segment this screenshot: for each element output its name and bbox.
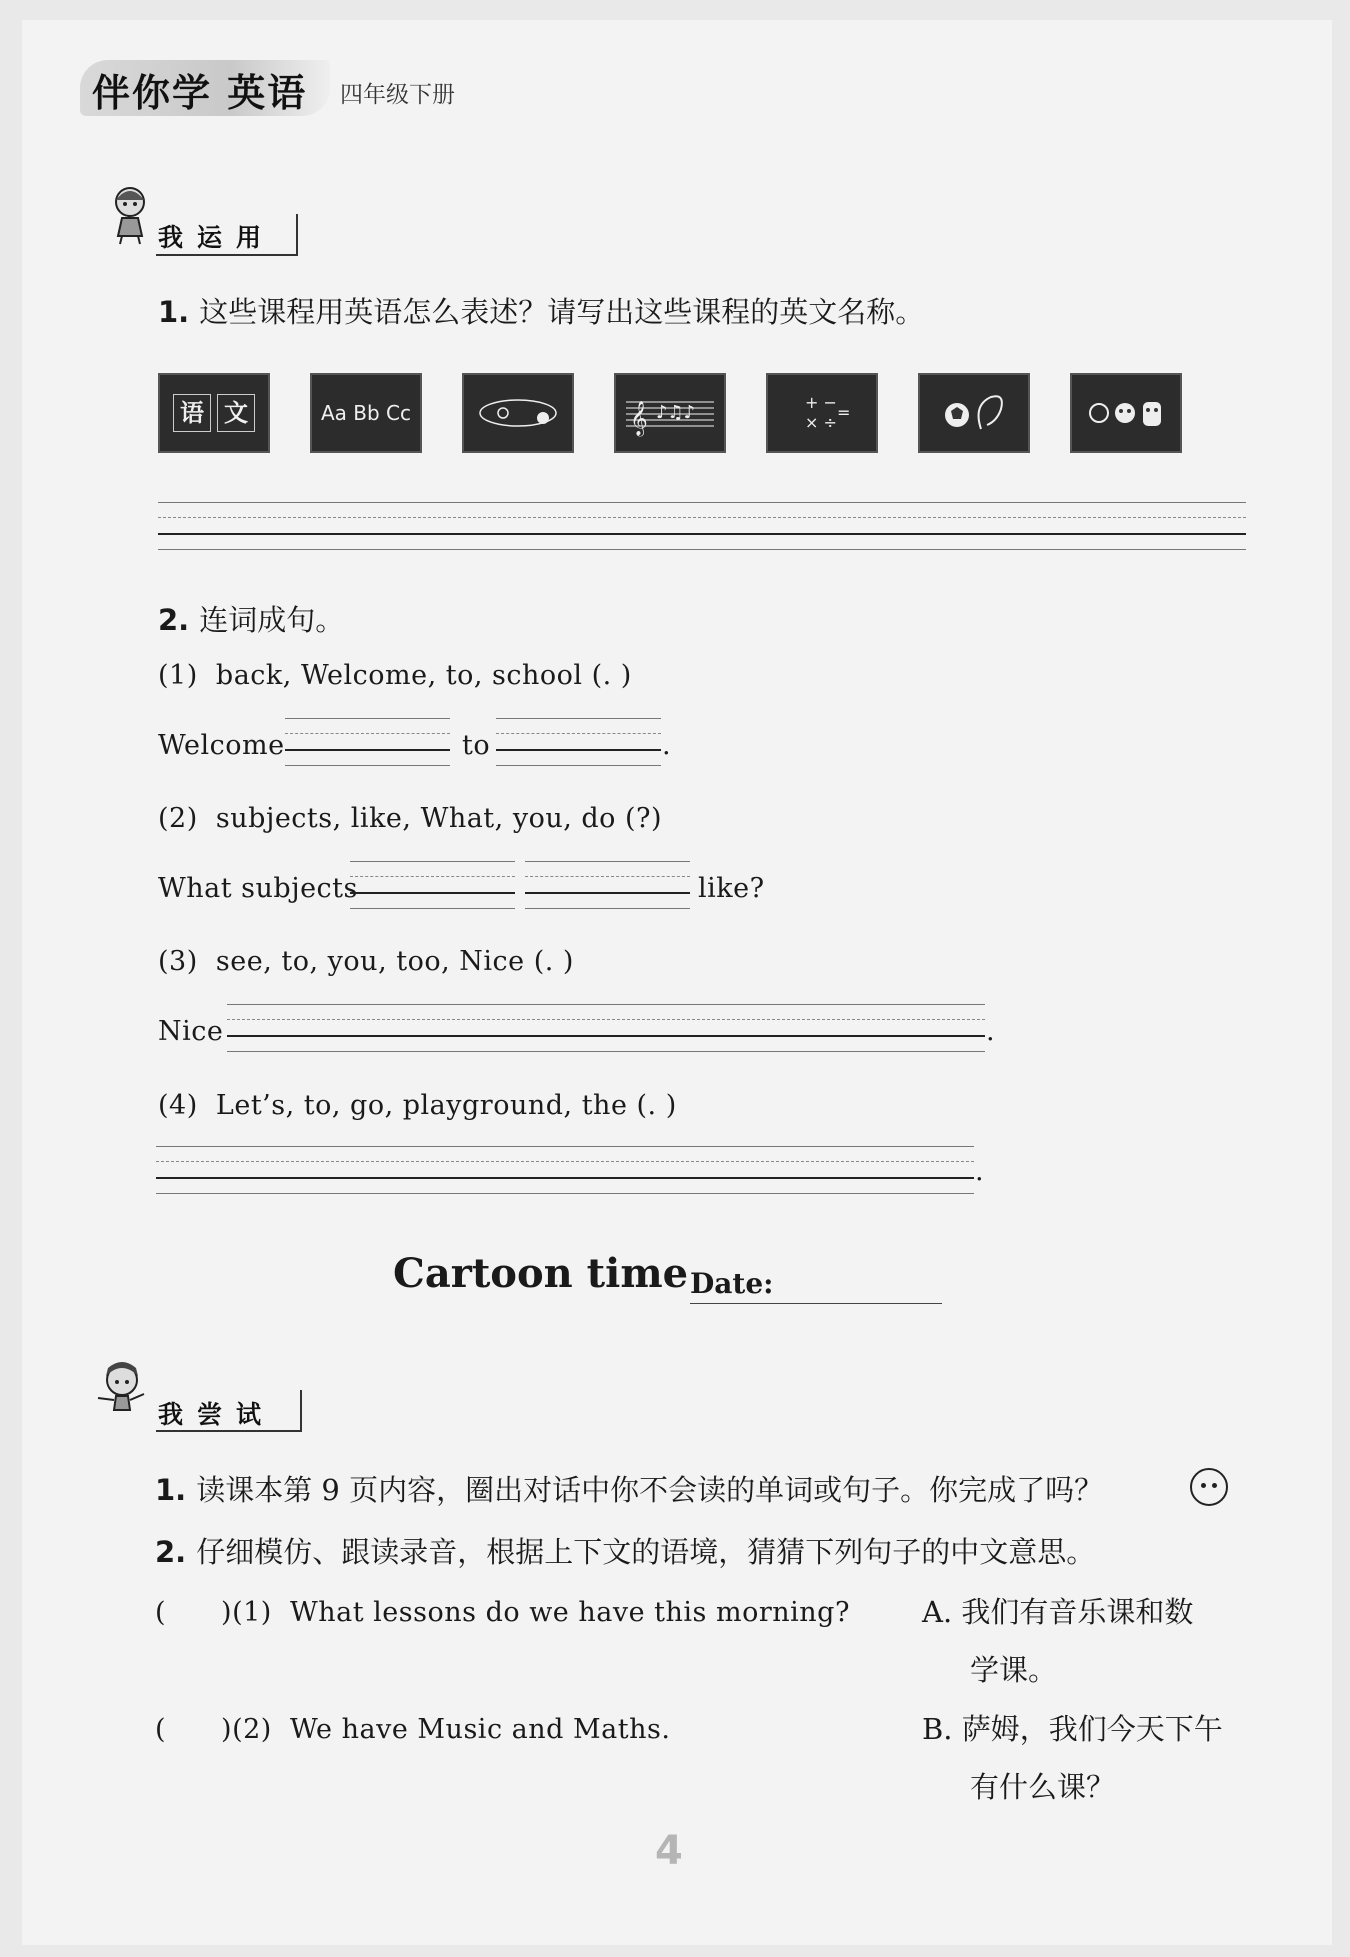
option-b-cont: 有什么课？	[970, 1770, 1116, 1804]
item-2-start: What subjects	[158, 873, 358, 904]
item-1-start: Welcome	[158, 730, 285, 761]
section-underline	[156, 1430, 300, 1432]
item-3-end: .	[986, 1016, 996, 1047]
alphabet-icon: Aa Bb Cc	[320, 401, 412, 425]
smiley-face-icon[interactable]	[1190, 1468, 1228, 1506]
item-2-end: like?	[698, 873, 765, 904]
drawing-faces-icon	[1081, 388, 1171, 438]
svg-text:=: =	[837, 403, 851, 422]
board-chinese: 语 文	[158, 373, 270, 453]
board-english	[310, 373, 422, 453]
option-a-cont: 学课。	[970, 1653, 1058, 1687]
option-a: A. 我们有音乐课和数	[922, 1595, 1194, 1629]
section-bar	[296, 214, 298, 256]
match-item-1: ( )(1) What lessons do we have this morning?	[155, 1597, 850, 1628]
girl-mascot-icon	[100, 182, 156, 246]
planet-orbit-icon	[473, 388, 563, 438]
match-item-2: ( )(2) We have Music and Maths.	[155, 1714, 671, 1745]
answer-paren[interactable]: ( )	[155, 1597, 233, 1628]
music-staff-icon	[622, 388, 718, 438]
page-number: 4	[655, 1828, 683, 1874]
item-3-start: Nice	[158, 1016, 224, 1047]
board-science	[462, 373, 574, 453]
svg-text:𝄞: 𝄞	[630, 401, 648, 436]
item-4-end: .	[975, 1156, 985, 1187]
item-1-end: .	[662, 730, 672, 761]
answer-paren[interactable]: ( )	[155, 1714, 233, 1745]
book-title: 伴你学 英语	[92, 71, 308, 115]
section-label-try: 我尝试	[158, 1400, 276, 1429]
board-maths	[766, 373, 878, 453]
try-question-1: 1. 读课本第 9 页内容，圈出对话中你不会读的单词或句子。你完成了吗？	[155, 1473, 1104, 1507]
svg-text:♪♫♪: ♪♫♪	[656, 402, 696, 423]
boy-mascot-icon	[92, 1358, 148, 1422]
board-music	[614, 373, 726, 453]
item-2-words: (2) subjects, like, What, you, do (?)	[158, 803, 663, 834]
item-3-words: (3) see, to, you, too, Nice (. )	[158, 946, 574, 977]
ball-jumprope-icon	[929, 385, 1019, 441]
item-1-words: (1) back, Welcome, to, school (. )	[158, 660, 632, 691]
cartoon-time-title: Cartoon time	[393, 1250, 689, 1297]
section-underline	[156, 254, 296, 256]
math-operators-icon	[787, 388, 857, 438]
item-1-mid: to	[462, 730, 491, 761]
item-4-words: (4) Let’s, to, go, playground, the (. )	[158, 1090, 677, 1121]
date-label: Date:	[690, 1267, 774, 1300]
section-label-apply: 我运用	[158, 223, 276, 252]
grade-label: 四年级下册	[340, 82, 455, 108]
question-2: 2. 连词成句。	[158, 603, 345, 637]
try-question-2: 2. 仔细模仿、跟读录音，根据上下文的语境，猜猜下列句子的中文意思。	[155, 1535, 1096, 1569]
svg-text:+ −: + −	[805, 393, 837, 412]
date-line[interactable]	[690, 1303, 942, 1304]
option-b: B. 萨姆，我们今天下午	[922, 1712, 1223, 1746]
board-pe	[918, 373, 1030, 453]
question-1: 1. 这些课程用英语怎么表述？请写出这些课程的英文名称。	[158, 295, 925, 329]
section-bar	[300, 1390, 302, 1432]
svg-text:× ÷: × ÷	[805, 413, 837, 432]
board-art	[1070, 373, 1182, 453]
